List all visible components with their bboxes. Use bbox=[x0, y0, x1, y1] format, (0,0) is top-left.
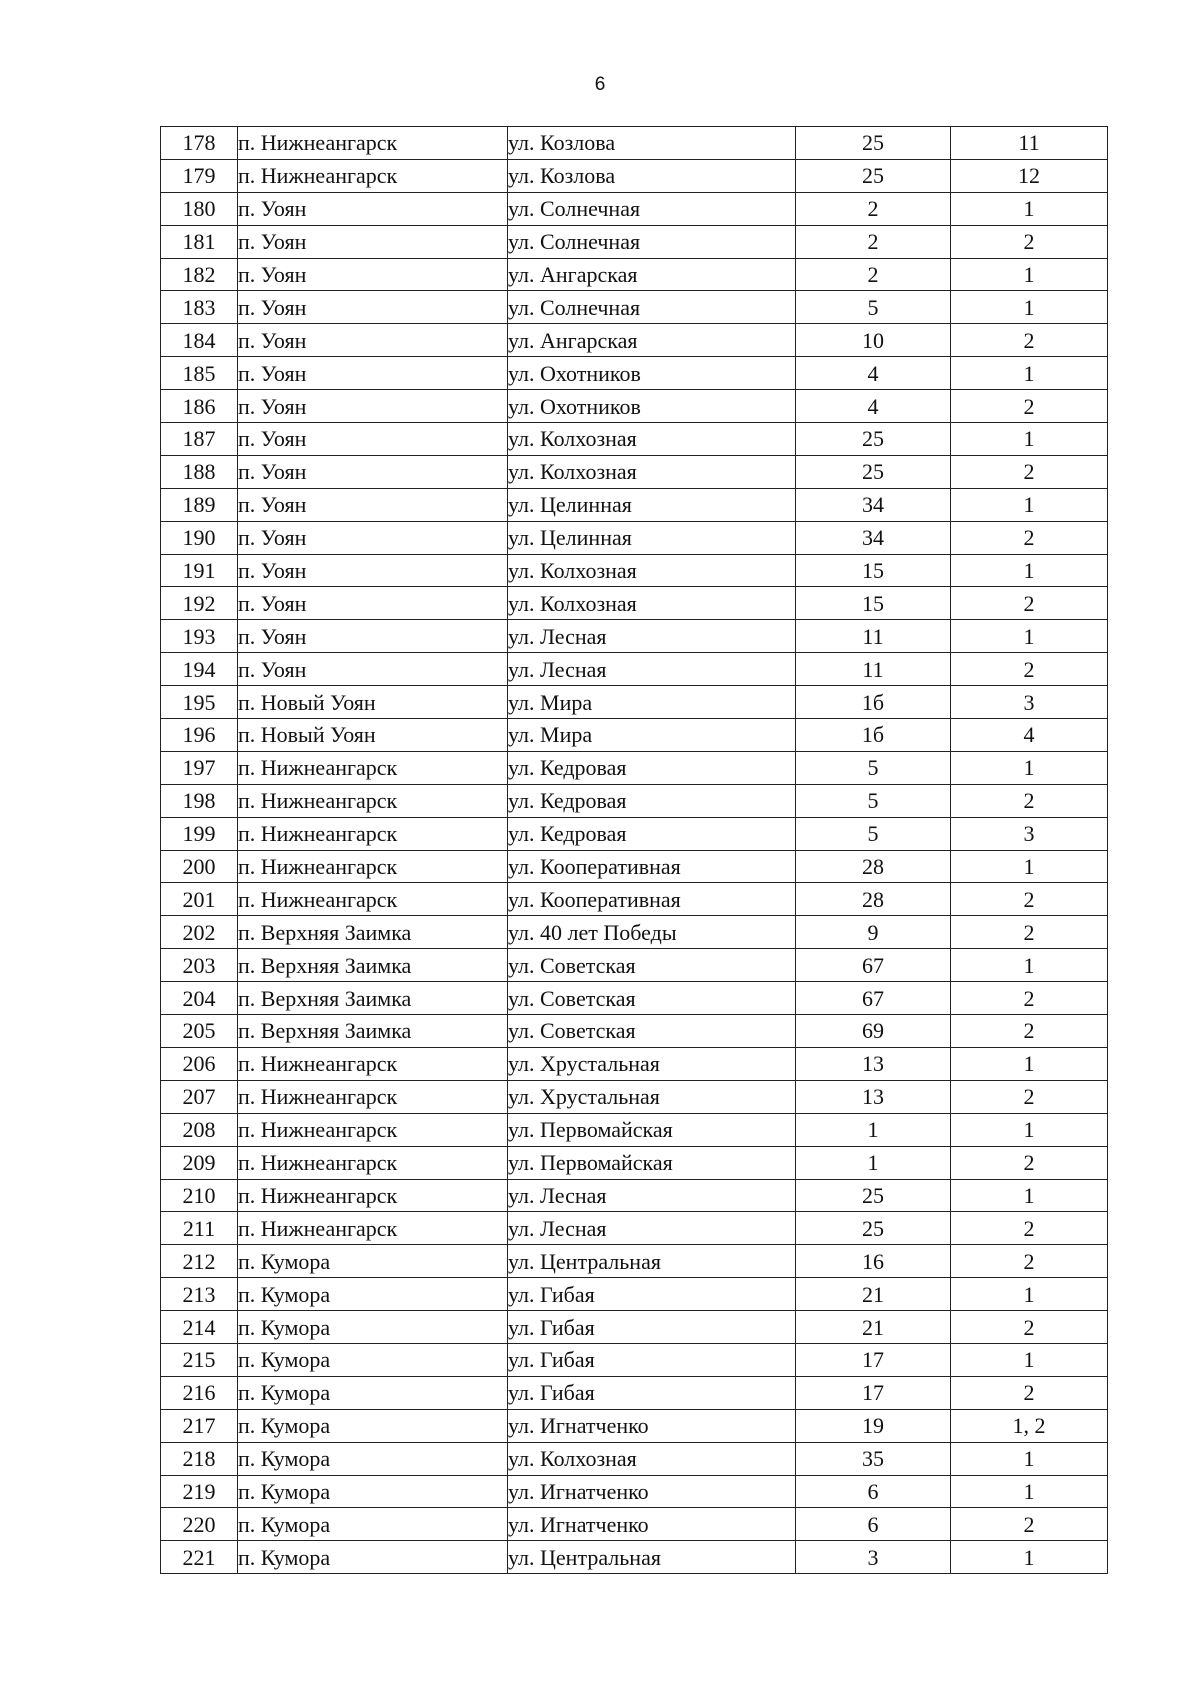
settlement-cell: п. Уоян bbox=[238, 357, 508, 390]
table-row bbox=[161, 949, 1108, 982]
street-cell: ул. Кооперативная bbox=[508, 883, 796, 916]
apartment-number-cell: 1 bbox=[951, 192, 1108, 225]
settlement-cell: п. Нижнеангарск bbox=[238, 127, 508, 160]
row-number-cell: 190 bbox=[161, 521, 238, 554]
row-number-cell: 201 bbox=[161, 883, 238, 916]
apartment-number-cell: 2 bbox=[951, 521, 1108, 554]
house-number-cell: 5 bbox=[796, 817, 951, 850]
row-number-cell: 184 bbox=[161, 324, 238, 357]
house-number-cell: 1б bbox=[796, 686, 951, 719]
row-number-cell: 214 bbox=[161, 1311, 238, 1344]
apartment-number-cell: 2 bbox=[951, 784, 1108, 817]
street-cell: ул. Солнечная bbox=[508, 291, 796, 324]
table-row bbox=[161, 390, 1108, 423]
settlement-cell: п. Нижнеангарск bbox=[238, 784, 508, 817]
house-number-cell: 6 bbox=[796, 1475, 951, 1508]
house-number-cell: 25 bbox=[796, 455, 951, 488]
street-cell: ул. Кедровая bbox=[508, 751, 796, 784]
settlement-cell: п. Кумора bbox=[238, 1508, 508, 1541]
apartment-number-cell: 1 bbox=[951, 751, 1108, 784]
house-number-cell: 16 bbox=[796, 1245, 951, 1278]
address-table bbox=[160, 126, 1108, 1574]
street-cell: ул. Игнатченко bbox=[508, 1475, 796, 1508]
house-number-cell: 17 bbox=[796, 1376, 951, 1409]
table-row bbox=[161, 423, 1108, 456]
house-number-cell: 5 bbox=[796, 291, 951, 324]
row-number-cell: 216 bbox=[161, 1376, 238, 1409]
row-number-cell: 198 bbox=[161, 784, 238, 817]
street-cell: ул. Лесная bbox=[508, 653, 796, 686]
apartment-number-cell: 1 bbox=[951, 488, 1108, 521]
house-number-cell: 13 bbox=[796, 1080, 951, 1113]
row-number-cell: 221 bbox=[161, 1541, 238, 1574]
house-number-cell: 35 bbox=[796, 1442, 951, 1475]
apartment-number-cell: 2 bbox=[951, 653, 1108, 686]
settlement-cell: п. Верхняя Заимка bbox=[238, 982, 508, 1015]
apartment-number-cell: 1 bbox=[951, 291, 1108, 324]
row-number-cell: 179 bbox=[161, 159, 238, 192]
settlement-cell: п. Новый Уоян bbox=[238, 686, 508, 719]
row-number-cell: 187 bbox=[161, 423, 238, 456]
apartment-number-cell: 2 bbox=[951, 1015, 1108, 1048]
settlement-cell: п. Кумора bbox=[238, 1541, 508, 1574]
table-row bbox=[161, 817, 1108, 850]
table-row bbox=[161, 751, 1108, 784]
house-number-cell: 69 bbox=[796, 1015, 951, 1048]
settlement-cell: п. Уоян bbox=[238, 258, 508, 291]
apartment-number-cell: 2 bbox=[951, 1146, 1108, 1179]
row-number-cell: 192 bbox=[161, 587, 238, 620]
table-row bbox=[161, 1278, 1108, 1311]
house-number-cell: 4 bbox=[796, 357, 951, 390]
house-number-cell: 34 bbox=[796, 488, 951, 521]
apartment-number-cell: 2 bbox=[951, 916, 1108, 949]
row-number-cell: 202 bbox=[161, 916, 238, 949]
row-number-cell: 191 bbox=[161, 554, 238, 587]
street-cell: ул. Кедровая bbox=[508, 784, 796, 817]
table-row bbox=[161, 1475, 1108, 1508]
street-cell: ул. Колхозная bbox=[508, 587, 796, 620]
apartment-number-cell: 1 bbox=[951, 554, 1108, 587]
apartment-number-cell: 2 bbox=[951, 455, 1108, 488]
table-row bbox=[161, 916, 1108, 949]
table-row bbox=[161, 620, 1108, 653]
row-number-cell: 196 bbox=[161, 719, 238, 752]
row-number-cell: 210 bbox=[161, 1179, 238, 1212]
street-cell: ул. Советская bbox=[508, 1015, 796, 1048]
table-row bbox=[161, 258, 1108, 291]
apartment-number-cell: 1 bbox=[951, 1541, 1108, 1574]
street-cell: ул. Солнечная bbox=[508, 192, 796, 225]
row-number-cell: 188 bbox=[161, 455, 238, 488]
apartment-number-cell: 1 bbox=[951, 1278, 1108, 1311]
table-row bbox=[161, 357, 1108, 390]
house-number-cell: 15 bbox=[796, 587, 951, 620]
settlement-cell: п. Уоян bbox=[238, 455, 508, 488]
table-row bbox=[161, 1113, 1108, 1146]
table-row bbox=[161, 554, 1108, 587]
row-number-cell: 212 bbox=[161, 1245, 238, 1278]
row-number-cell: 178 bbox=[161, 127, 238, 160]
settlement-cell: п. Новый Уоян bbox=[238, 719, 508, 752]
apartment-number-cell: 2 bbox=[951, 324, 1108, 357]
row-number-cell: 193 bbox=[161, 620, 238, 653]
table-row bbox=[161, 1080, 1108, 1113]
row-number-cell: 181 bbox=[161, 225, 238, 258]
house-number-cell: 4 bbox=[796, 390, 951, 423]
house-number-cell: 1 bbox=[796, 1146, 951, 1179]
table-row bbox=[161, 982, 1108, 1015]
table-row bbox=[161, 883, 1108, 916]
table-row bbox=[161, 521, 1108, 554]
apartment-number-cell: 3 bbox=[951, 817, 1108, 850]
table-row bbox=[161, 1047, 1108, 1080]
apartment-number-cell: 2 bbox=[951, 225, 1108, 258]
row-number-cell: 209 bbox=[161, 1146, 238, 1179]
apartment-number-cell: 2 bbox=[951, 1376, 1108, 1409]
settlement-cell: п. Верхняя Заимка bbox=[238, 1015, 508, 1048]
house-number-cell: 1б bbox=[796, 719, 951, 752]
table-row bbox=[161, 1409, 1108, 1442]
street-cell: ул. Лесная bbox=[508, 1212, 796, 1245]
table-row bbox=[161, 686, 1108, 719]
street-cell: ул. Солнечная bbox=[508, 225, 796, 258]
street-cell: ул. Советская bbox=[508, 949, 796, 982]
street-cell: ул. Козлова bbox=[508, 127, 796, 160]
house-number-cell: 3 bbox=[796, 1541, 951, 1574]
settlement-cell: п. Нижнеангарск bbox=[238, 850, 508, 883]
street-cell: ул. Целинная bbox=[508, 488, 796, 521]
settlement-cell: п. Верхняя Заимка bbox=[238, 916, 508, 949]
street-cell: ул. Колхозная bbox=[508, 455, 796, 488]
table-row bbox=[161, 653, 1108, 686]
apartment-number-cell: 1 bbox=[951, 949, 1108, 982]
table-row bbox=[161, 587, 1108, 620]
apartment-number-cell: 1 bbox=[951, 620, 1108, 653]
row-number-cell: 211 bbox=[161, 1212, 238, 1245]
house-number-cell: 2 bbox=[796, 192, 951, 225]
table-row bbox=[161, 127, 1108, 160]
table-row bbox=[161, 1311, 1108, 1344]
row-number-cell: 195 bbox=[161, 686, 238, 719]
street-cell: ул. Хрустальная bbox=[508, 1047, 796, 1080]
row-number-cell: 194 bbox=[161, 653, 238, 686]
street-cell: ул. Целинная bbox=[508, 521, 796, 554]
apartment-number-cell: 11 bbox=[951, 127, 1108, 160]
row-number-cell: 185 bbox=[161, 357, 238, 390]
table-row bbox=[161, 1442, 1108, 1475]
street-cell: ул. Гибая bbox=[508, 1343, 796, 1376]
table-row bbox=[161, 1376, 1108, 1409]
settlement-cell: п. Уоян bbox=[238, 390, 508, 423]
settlement-cell: п. Кумора bbox=[238, 1343, 508, 1376]
settlement-cell: п. Верхняя Заимка bbox=[238, 949, 508, 982]
settlement-cell: п. Кумора bbox=[238, 1245, 508, 1278]
apartment-number-cell: 1, 2 bbox=[951, 1409, 1108, 1442]
apartment-number-cell: 1 bbox=[951, 423, 1108, 456]
street-cell: ул. Гибая bbox=[508, 1278, 796, 1311]
settlement-cell: п. Уоян bbox=[238, 587, 508, 620]
table-row bbox=[161, 784, 1108, 817]
apartment-number-cell: 1 bbox=[951, 1047, 1108, 1080]
house-number-cell: 28 bbox=[796, 883, 951, 916]
address-table-body bbox=[161, 127, 1108, 1574]
house-number-cell: 5 bbox=[796, 784, 951, 817]
street-cell: ул. Первомайская bbox=[508, 1146, 796, 1179]
house-number-cell: 28 bbox=[796, 850, 951, 883]
apartment-number-cell: 2 bbox=[951, 1212, 1108, 1245]
house-number-cell: 13 bbox=[796, 1047, 951, 1080]
house-number-cell: 25 bbox=[796, 423, 951, 456]
settlement-cell: п. Нижнеангарск bbox=[238, 751, 508, 784]
house-number-cell: 21 bbox=[796, 1311, 951, 1344]
settlement-cell: п. Нижнеангарск bbox=[238, 1146, 508, 1179]
row-number-cell: 220 bbox=[161, 1508, 238, 1541]
page-number: 6 bbox=[594, 74, 606, 95]
apartment-number-cell: 2 bbox=[951, 390, 1108, 423]
row-number-cell: 182 bbox=[161, 258, 238, 291]
row-number-cell: 206 bbox=[161, 1047, 238, 1080]
settlement-cell: п. Уоян bbox=[238, 225, 508, 258]
house-number-cell: 25 bbox=[796, 1212, 951, 1245]
street-cell: ул. Колхозная bbox=[508, 1442, 796, 1475]
row-number-cell: 208 bbox=[161, 1113, 238, 1146]
street-cell: ул. Колхозная bbox=[508, 423, 796, 456]
apartment-number-cell: 1 bbox=[951, 258, 1108, 291]
street-cell: ул. Охотников bbox=[508, 357, 796, 390]
house-number-cell: 67 bbox=[796, 949, 951, 982]
settlement-cell: п. Кумора bbox=[238, 1409, 508, 1442]
street-cell: ул. Колхозная bbox=[508, 554, 796, 587]
settlement-cell: п. Нижнеангарск bbox=[238, 1113, 508, 1146]
settlement-cell: п. Кумора bbox=[238, 1311, 508, 1344]
apartment-number-cell: 2 bbox=[951, 883, 1108, 916]
house-number-cell: 2 bbox=[796, 258, 951, 291]
street-cell: ул. Мира bbox=[508, 686, 796, 719]
apartment-number-cell: 4 bbox=[951, 719, 1108, 752]
settlement-cell: п. Уоян bbox=[238, 192, 508, 225]
street-cell: ул. Игнатченко bbox=[508, 1409, 796, 1442]
street-cell: ул. Кооперативная bbox=[508, 850, 796, 883]
house-number-cell: 1 bbox=[796, 1113, 951, 1146]
settlement-cell: п. Кумора bbox=[238, 1442, 508, 1475]
table-row bbox=[161, 1212, 1108, 1245]
street-cell: ул. Охотников bbox=[508, 390, 796, 423]
settlement-cell: п. Кумора bbox=[238, 1475, 508, 1508]
apartment-number-cell: 2 bbox=[951, 1080, 1108, 1113]
street-cell: ул. Ангарская bbox=[508, 324, 796, 357]
row-number-cell: 203 bbox=[161, 949, 238, 982]
settlement-cell: п. Уоян bbox=[238, 291, 508, 324]
street-cell: ул. Ангарская bbox=[508, 258, 796, 291]
settlement-cell: п. Нижнеангарск bbox=[238, 159, 508, 192]
street-cell: ул. Гибая bbox=[508, 1311, 796, 1344]
apartment-number-cell: 1 bbox=[951, 850, 1108, 883]
row-number-cell: 199 bbox=[161, 817, 238, 850]
settlement-cell: п. Нижнеангарск bbox=[238, 817, 508, 850]
settlement-cell: п. Кумора bbox=[238, 1278, 508, 1311]
row-number-cell: 189 bbox=[161, 488, 238, 521]
street-cell: ул. Советская bbox=[508, 982, 796, 1015]
apartment-number-cell: 12 bbox=[951, 159, 1108, 192]
street-cell: ул. Кедровая bbox=[508, 817, 796, 850]
row-number-cell: 207 bbox=[161, 1080, 238, 1113]
street-cell: ул. Игнатченко bbox=[508, 1508, 796, 1541]
apartment-number-cell: 1 bbox=[951, 1475, 1108, 1508]
house-number-cell: 9 bbox=[796, 916, 951, 949]
settlement-cell: п. Уоян bbox=[238, 521, 508, 554]
row-number-cell: 213 bbox=[161, 1278, 238, 1311]
apartment-number-cell: 2 bbox=[951, 1508, 1108, 1541]
settlement-cell: п. Уоян bbox=[238, 653, 508, 686]
house-number-cell: 6 bbox=[796, 1508, 951, 1541]
settlement-cell: п. Нижнеангарск bbox=[238, 1179, 508, 1212]
apartment-number-cell: 1 bbox=[951, 1113, 1108, 1146]
settlement-cell: п. Нижнеангарск bbox=[238, 1080, 508, 1113]
table-row bbox=[161, 1179, 1108, 1212]
row-number-cell: 215 bbox=[161, 1343, 238, 1376]
settlement-cell: п. Уоян bbox=[238, 324, 508, 357]
street-cell: ул. Гибая bbox=[508, 1376, 796, 1409]
house-number-cell: 25 bbox=[796, 1179, 951, 1212]
house-number-cell: 25 bbox=[796, 159, 951, 192]
table-row bbox=[161, 291, 1108, 324]
table-row bbox=[161, 1146, 1108, 1179]
settlement-cell: п. Нижнеангарск bbox=[238, 883, 508, 916]
street-cell: ул. Хрустальная bbox=[508, 1080, 796, 1113]
settlement-cell: п. Уоян bbox=[238, 423, 508, 456]
table-row bbox=[161, 324, 1108, 357]
street-cell: ул. Лесная bbox=[508, 620, 796, 653]
house-number-cell: 25 bbox=[796, 127, 951, 160]
table-row bbox=[161, 192, 1108, 225]
row-number-cell: 219 bbox=[161, 1475, 238, 1508]
apartment-number-cell: 1 bbox=[951, 1343, 1108, 1376]
table-row bbox=[161, 1343, 1108, 1376]
settlement-cell: п. Уоян bbox=[238, 554, 508, 587]
house-number-cell: 15 bbox=[796, 554, 951, 587]
row-number-cell: 197 bbox=[161, 751, 238, 784]
street-cell: ул. Первомайская bbox=[508, 1113, 796, 1146]
row-number-cell: 180 bbox=[161, 192, 238, 225]
apartment-number-cell: 3 bbox=[951, 686, 1108, 719]
house-number-cell: 11 bbox=[796, 653, 951, 686]
apartment-number-cell: 1 bbox=[951, 1442, 1108, 1475]
apartment-number-cell: 1 bbox=[951, 357, 1108, 390]
house-number-cell: 21 bbox=[796, 1278, 951, 1311]
table-row bbox=[161, 225, 1108, 258]
table-row bbox=[161, 1015, 1108, 1048]
apartment-number-cell: 1 bbox=[951, 1179, 1108, 1212]
row-number-cell: 217 bbox=[161, 1409, 238, 1442]
table-row bbox=[161, 1508, 1108, 1541]
apartment-number-cell: 2 bbox=[951, 587, 1108, 620]
house-number-cell: 2 bbox=[796, 225, 951, 258]
table-row bbox=[161, 719, 1108, 752]
settlement-cell: п. Кумора bbox=[238, 1376, 508, 1409]
settlement-cell: п. Нижнеангарск bbox=[238, 1047, 508, 1080]
house-number-cell: 19 bbox=[796, 1409, 951, 1442]
settlement-cell: п. Уоян bbox=[238, 488, 508, 521]
house-number-cell: 10 bbox=[796, 324, 951, 357]
table-row bbox=[161, 1245, 1108, 1278]
street-cell: ул. Мира bbox=[508, 719, 796, 752]
row-number-cell: 205 bbox=[161, 1015, 238, 1048]
street-cell: ул. 40 лет Победы bbox=[508, 916, 796, 949]
apartment-number-cell: 2 bbox=[951, 1311, 1108, 1344]
table-row bbox=[161, 159, 1108, 192]
row-number-cell: 186 bbox=[161, 390, 238, 423]
row-number-cell: 218 bbox=[161, 1442, 238, 1475]
house-number-cell: 17 bbox=[796, 1343, 951, 1376]
settlement-cell: п. Уоян bbox=[238, 620, 508, 653]
apartment-number-cell: 2 bbox=[951, 1245, 1108, 1278]
house-number-cell: 11 bbox=[796, 620, 951, 653]
table-row bbox=[161, 1541, 1108, 1574]
row-number-cell: 183 bbox=[161, 291, 238, 324]
street-cell: ул. Центральная bbox=[508, 1541, 796, 1574]
table-row bbox=[161, 850, 1108, 883]
table-row bbox=[161, 488, 1108, 521]
house-number-cell: 34 bbox=[796, 521, 951, 554]
street-cell: ул. Козлова bbox=[508, 159, 796, 192]
table-row bbox=[161, 455, 1108, 488]
settlement-cell: п. Нижнеангарск bbox=[238, 1212, 508, 1245]
street-cell: ул. Центральная bbox=[508, 1245, 796, 1278]
row-number-cell: 200 bbox=[161, 850, 238, 883]
street-cell: ул. Лесная bbox=[508, 1179, 796, 1212]
row-number-cell: 204 bbox=[161, 982, 238, 1015]
house-number-cell: 5 bbox=[796, 751, 951, 784]
house-number-cell: 67 bbox=[796, 982, 951, 1015]
apartment-number-cell: 2 bbox=[951, 982, 1108, 1015]
